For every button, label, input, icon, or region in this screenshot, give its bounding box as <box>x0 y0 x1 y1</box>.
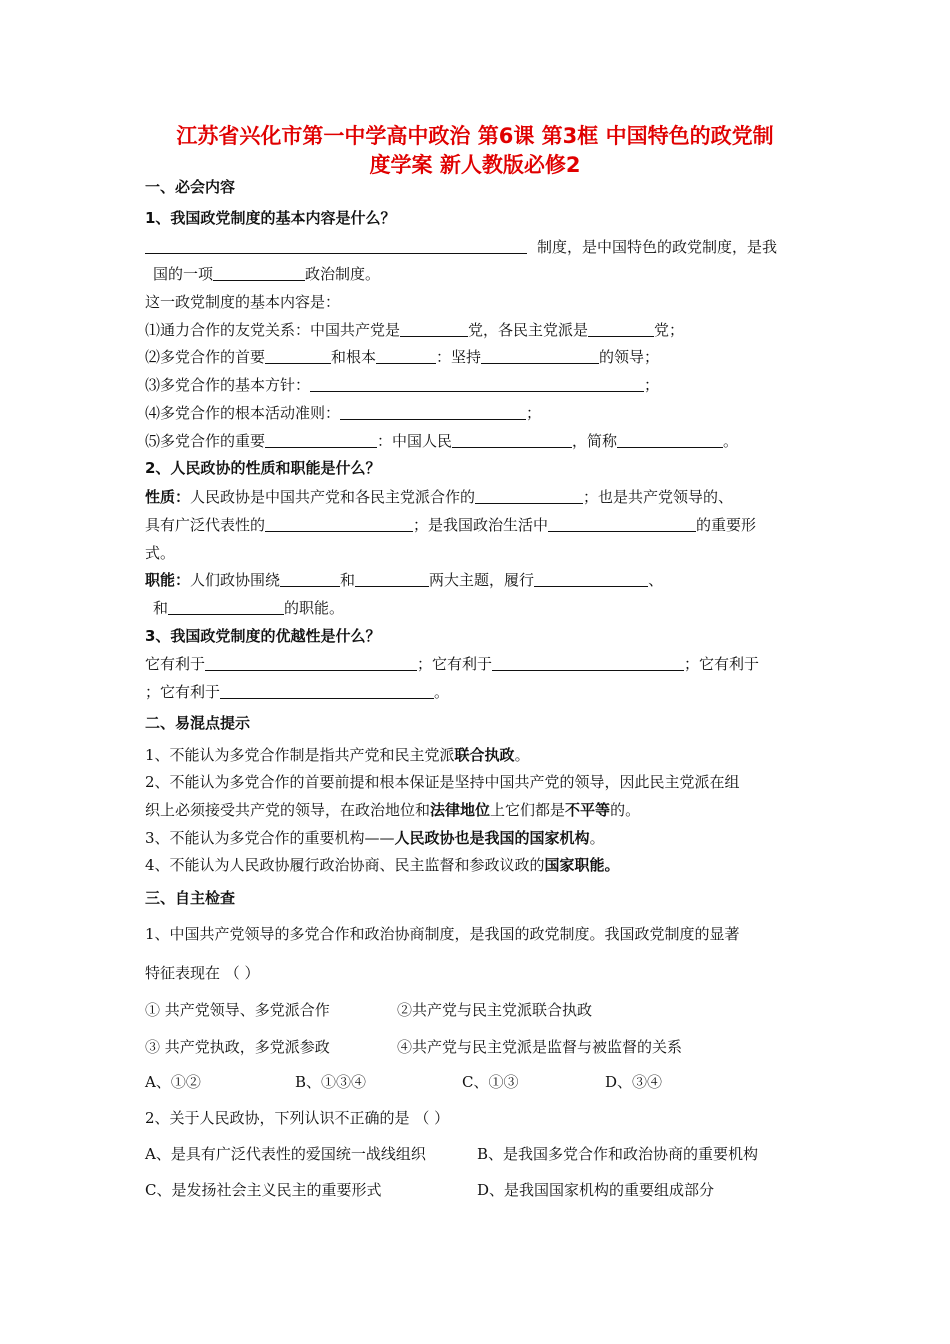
answer-blank[interactable] <box>452 433 572 448</box>
tip-4: 4、不能认为人民政协履行政治协商、民主监督和参政议政的国家职能。 <box>145 856 620 874</box>
check-q1-line-2: 特征表现在 （ ） <box>145 964 260 982</box>
section-1-heading: 一、必会内容 <box>145 178 236 196</box>
check-q1-line-1: 1、中国共产党领导的多党合作和政治协商制度，是我国的政党制度。我国政党制度的显著 <box>145 925 740 943</box>
q1-line-2: 国的一项 政治制度。 <box>153 265 381 283</box>
answer-blank[interactable] <box>481 349 599 364</box>
intro-line: 这一政党制度的基本内容是： <box>145 293 341 311</box>
answer-blank[interactable] <box>280 572 340 587</box>
item-4: ⑷多党合作的根本活动准则： ； <box>145 404 542 422</box>
check-q1-option-2: ②共产党与民主党派联合执政 <box>397 1001 593 1019</box>
function-line-2: 和 的职能。 <box>153 599 345 617</box>
item-3: ⑶多党合作的基本方针： ； <box>145 376 660 394</box>
question-1-heading: 1、我国政党制度的基本内容是什么？ <box>145 209 396 227</box>
nature-line-3: 式。 <box>145 544 176 562</box>
tip-2-line-1: 2、不能认为多党合作的首要前提和根本保证是坚持中国共产党的领导，因此民主党派在组 <box>145 773 740 791</box>
tip-1: 1、不能认为多党合作制是指共产党和民主党派联合执政。 <box>145 746 530 764</box>
section-3-heading: 三、自主检查 <box>145 889 236 907</box>
function-line-1: 职能：人们政协围绕 和 两大主题，履行 、 <box>145 571 664 589</box>
nature-line-1: 性质：人民政协是中国共产党和各民主党派合作的 ；也是共产党领导的、 <box>145 488 734 506</box>
answer-blank[interactable] <box>492 656 684 671</box>
item-1: ⑴通力合作的友党关系：中国共产党是 党，各民主党派是 党； <box>145 321 685 339</box>
answer-blank[interactable] <box>617 433 723 448</box>
check-q1-option-3: ③ 共产党执政，多党派参政 <box>145 1038 330 1056</box>
answer-blank[interactable] <box>588 322 654 337</box>
check-q2-choice-a[interactable]: A、是具有广泛代表性的爱国统一战线组织 <box>145 1145 426 1163</box>
answer-blank[interactable] <box>168 600 284 615</box>
document-title-line-2: 度学案 新人教版必修2 <box>369 153 581 177</box>
check-q2-choice-c[interactable]: C、是发扬社会主义民主的重要形式 <box>145 1181 382 1199</box>
nature-line-2: 具有广泛代表性的 ；是我国政治生活中 的重要形 <box>145 516 757 534</box>
check-q1-choice-d[interactable]: D、③④ <box>605 1073 663 1091</box>
answer-blank[interactable] <box>475 489 583 504</box>
answer-blank[interactable] <box>355 572 429 587</box>
answer-blank[interactable] <box>400 322 468 337</box>
advantage-line-2: ；它有利于 。 <box>145 683 450 701</box>
tip-2-line-2: 织上必须接受共产党的领导，在政治地位和法律地位上它们都是不平等的。 <box>145 801 641 819</box>
answer-blank[interactable] <box>205 656 417 671</box>
item-5: ⑸多党合作的重要 ：中国人民 ，简称 。 <box>145 432 739 450</box>
check-q1-option-1: ① 共产党领导、多党派合作 <box>145 1001 330 1019</box>
check-q2-line: 2、关于人民政协，下列认识不正确的是 （ ） <box>145 1109 450 1127</box>
check-q1-choice-a[interactable]: A、①② <box>145 1073 201 1091</box>
advantage-line-1: 它有利于 ；它有利于 ；它有利于 <box>145 655 760 673</box>
q1-line-1: 制度，是中国特色的政党制度，是我 <box>145 237 777 257</box>
tip-3: 3、不能认为多党合作的重要机构——人民政协也是我国的国家机构。 <box>145 829 605 847</box>
answer-blank[interactable] <box>548 517 696 532</box>
document-title-line-1: 江苏省兴化市第一中学高中政治 第6课 第3框 中国特色的政党制 <box>176 124 774 148</box>
answer-blank[interactable] <box>376 349 436 364</box>
check-q1-choice-b[interactable]: B、①③④ <box>295 1073 367 1091</box>
section-2-heading: 二、易混点提示 <box>145 714 251 732</box>
answer-blank[interactable] <box>213 266 305 281</box>
question-3-heading: 3、我国政党制度的优越性是什么？ <box>145 627 381 645</box>
answer-blank[interactable] <box>340 405 526 420</box>
answer-blank[interactable] <box>220 684 434 699</box>
question-2-heading: 2、人民政协的性质和职能是什么？ <box>145 459 381 477</box>
item-2: ⑵多党合作的首要 和根本 ：坚持 的领导； <box>145 348 660 366</box>
answer-blank[interactable] <box>310 377 644 392</box>
answer-blank[interactable] <box>534 572 648 587</box>
answer-blank[interactable] <box>265 349 331 364</box>
answer-blank[interactable] <box>265 433 377 448</box>
check-q1-option-4: ④共产党与民主党派是监督与被监督的关系 <box>397 1038 683 1056</box>
check-q2-choice-d[interactable]: D、是我国国家机构的重要组成部分 <box>477 1181 715 1199</box>
check-q2-choice-b[interactable]: B、是我国多党合作和政治协商的重要机构 <box>477 1145 759 1163</box>
answer-blank[interactable] <box>145 239 527 254</box>
answer-blank[interactable] <box>265 517 413 532</box>
check-q1-choice-c[interactable]: C、①③ <box>462 1073 519 1091</box>
